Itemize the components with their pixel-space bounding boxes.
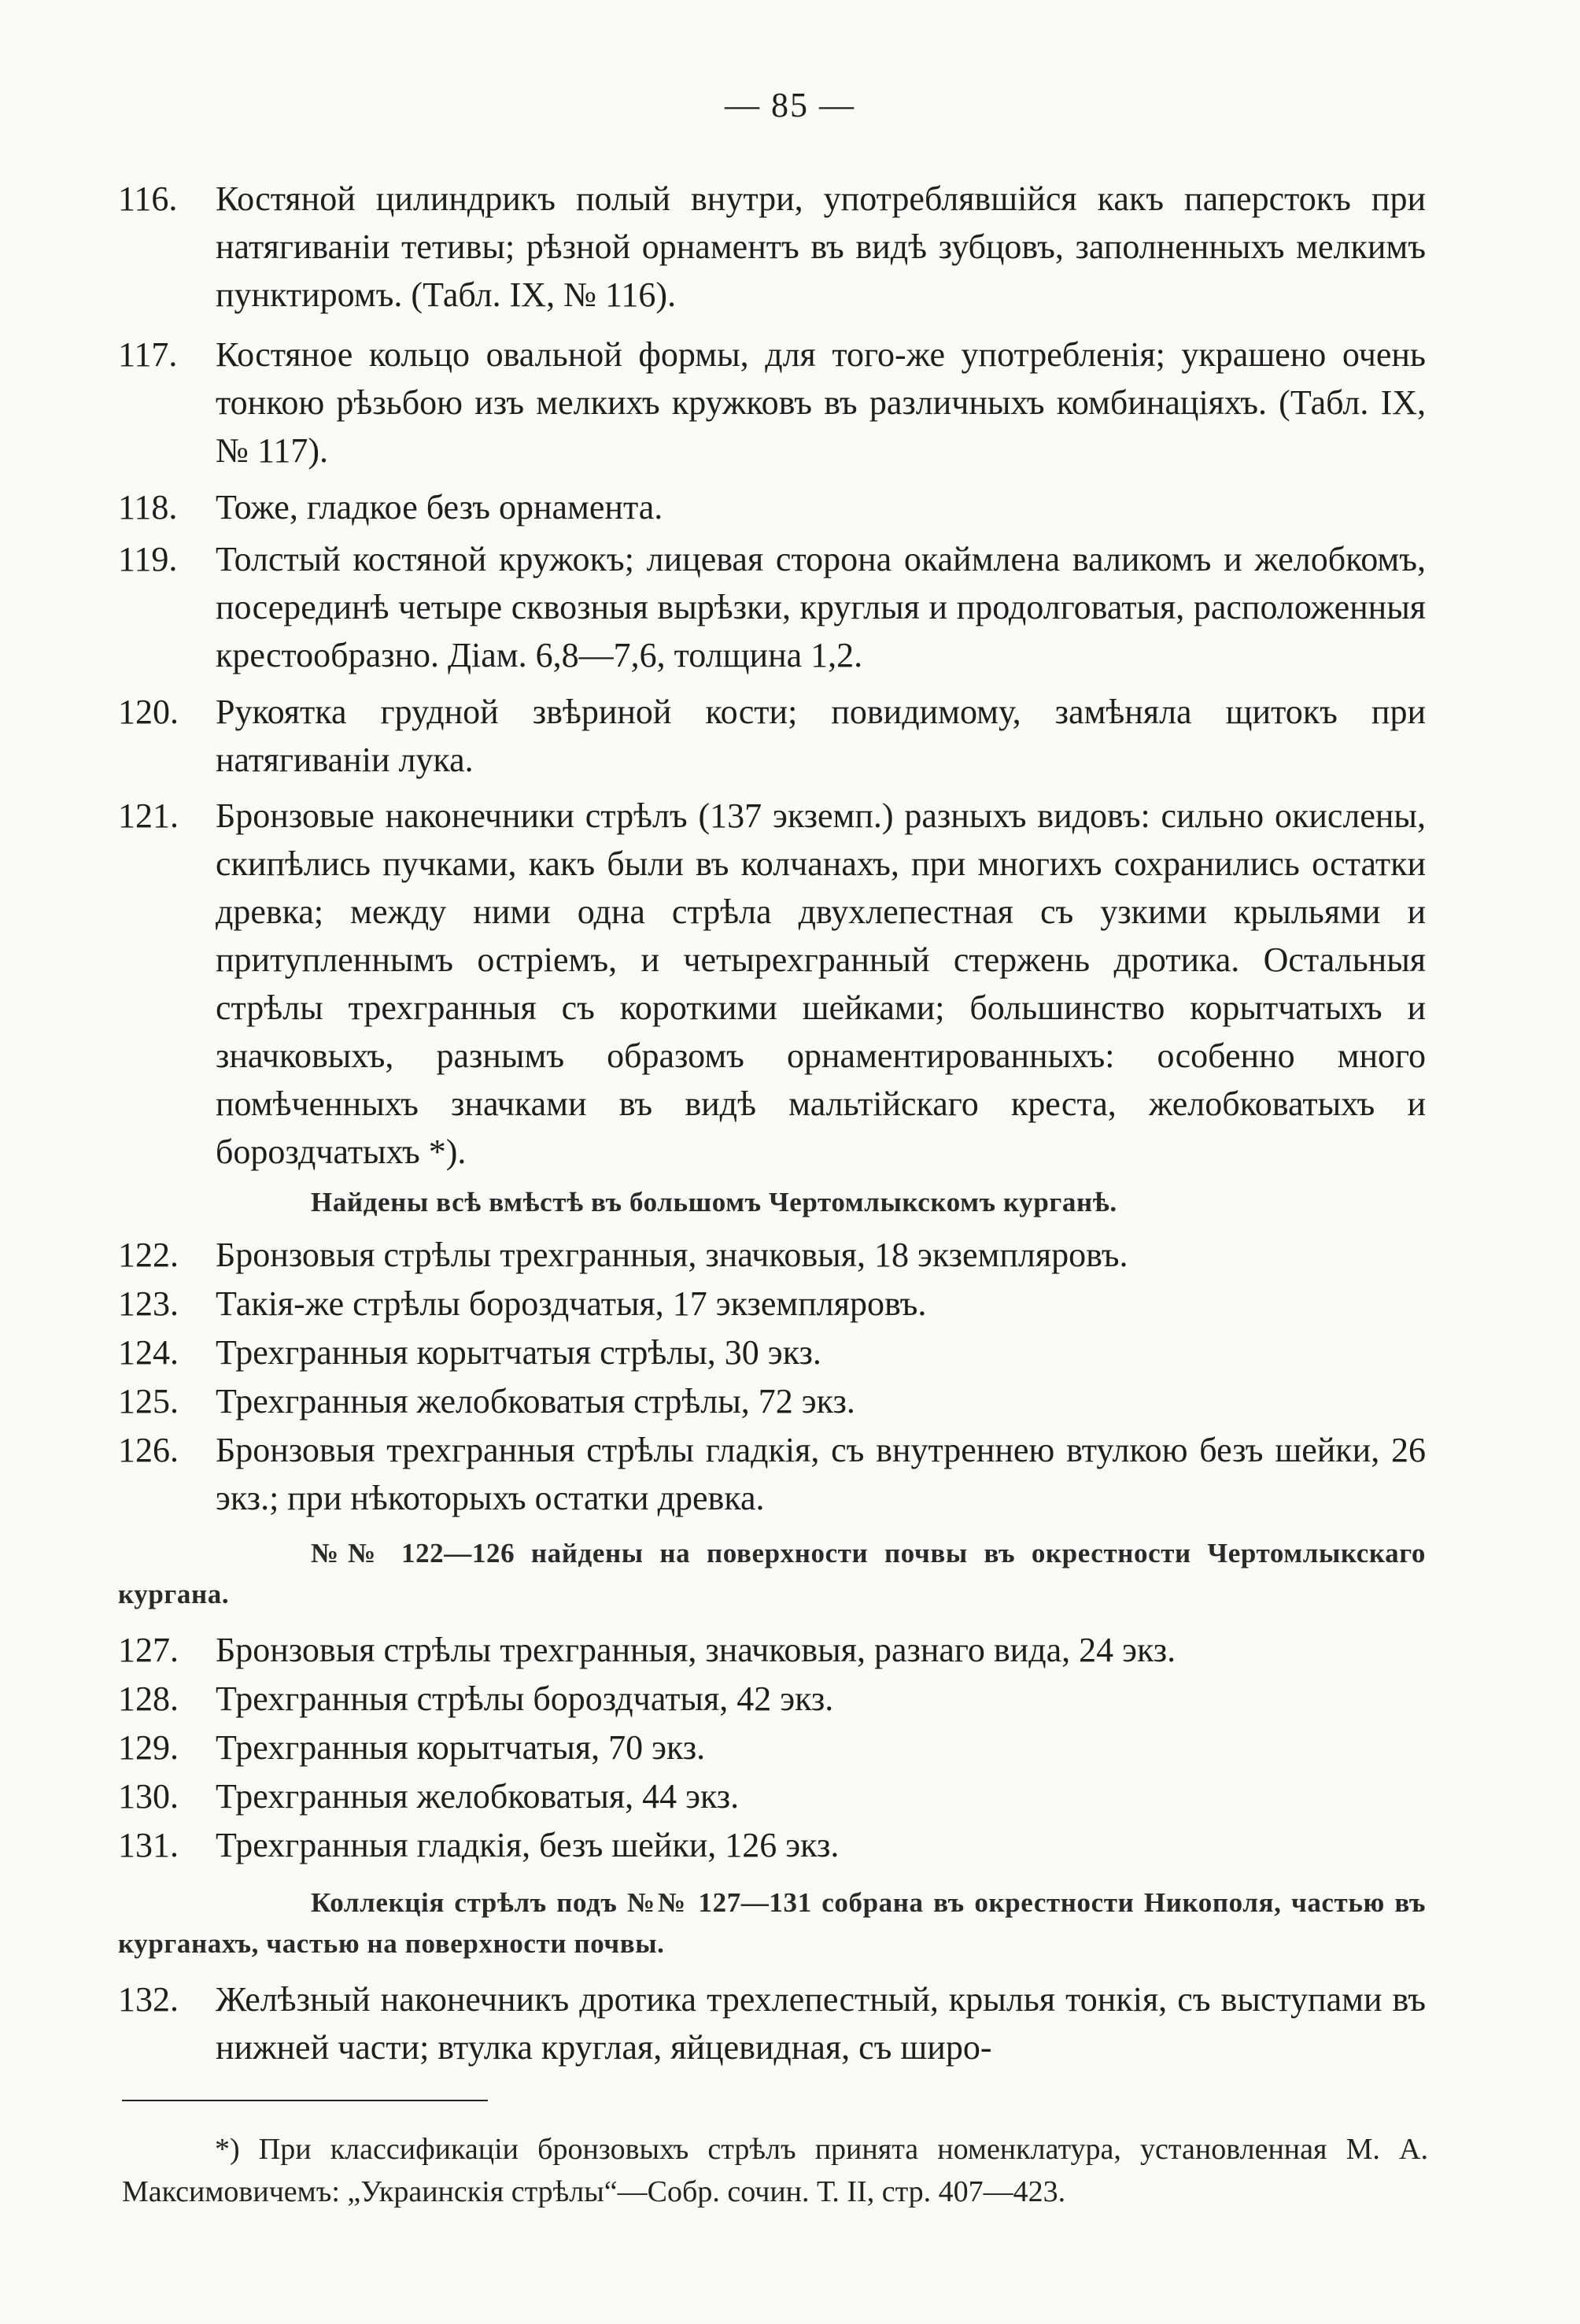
location-note: №№ 122—126 найдены на поверхности почвы въ окрестности Чертомлыкскаго кургана. [118,1538,1426,1609]
entry-number: 128. [118,1679,179,1718]
entry-text: Трехгранныя корытчатыя стрѣлы, 30 экз. [216,1333,821,1372]
catalog-entry-118 [118,483,1426,531]
entry-text: Бронзовые наконечники стрѣлъ (137 экземп.) разныхъ видовъ: сильно окислены, скипѣлись пучками, какъ были въ колчанахъ, при многихъ сохранились остатки древка; между ними одна стрѣла двухлепестная съ узкими крыльями и притупленнымъ остріемъ, и четырехгранный стержень дротика. Остальныя стрѣлы трехгранныя съ короткими шейками; большинство корытчатыхъ и значковыхъ, разнымъ образомъ орнаментированныхъ: особенно много помѣченныхъ значками въ видѣ мальтійскаго креста, желобковатыхъ и бороздчатыхъ *). [216,796,1426,1171]
entry-number: 127. [118,1631,179,1669]
catalog-entry-120 [118,688,1426,784]
catalog-entry-124 [118,1328,1426,1376]
catalog-entry-121 [118,792,1426,1176]
page-number: — 85 — [725,86,855,124]
entry-text: Трехгранныя желобковатыя стрѣлы, 72 экз. [216,1382,855,1421]
entry-text: Бронзовыя трехгранныя стрѣлы гладкія, съ внутреннею втулкою безъ шейки, 26 экз.; при нѣкоторыхъ остатки древка. [216,1431,1426,1517]
entry-number: 125. [118,1382,179,1421]
entry-text: Рукоятка грудной звѣриной кости; повидимому, замѣняла щитокъ при натягиваніи лука. [216,693,1426,779]
catalog-entry-122 [118,1231,1426,1279]
entry-number: 129. [118,1728,179,1767]
entry-text: Бронзовыя стрѣлы трехгранныя, значковыя, 18 экземпляровъ. [216,1236,1128,1274]
catalog-entry-128 [118,1675,1426,1723]
catalog-entry-125 [118,1377,1426,1425]
collection-note: Коллекція стрѣлъ подъ №№ 127—131 собрана въ окрестности Никополя, частью въ курганахъ, частью на поверхности почвы. [118,1887,1426,1959]
entry-text: Костяное кольцо овальной формы, для того-же употребленія; украшено очень тонкою рѣзьбою изъ мелкихъ кружковъ въ различныхъ комбинаціяхъ. (Табл. IX, № 117). [216,335,1426,470]
entry-text: Желѣзный наконечникъ дротика трехлепестный, крылья тонкія, съ выступами въ нижней части; втулка круглая, яйцевидная, съ широ- [216,1980,1426,2067]
catalog-entry-129 [118,1724,1426,1772]
entry-text: Трехгранныя корытчатыя, 70 экз. [216,1728,706,1767]
catalog-entry-130 [118,1772,1426,1820]
entry-number: 123. [118,1284,179,1323]
entry-text: Такія-же стрѣлы бороздчатыя, 17 экземпляровъ. [216,1284,927,1323]
entry-number: 118. [118,488,178,527]
catalog-entry-131 [118,1821,1426,1869]
entry-number: 130. [118,1777,179,1816]
catalog-entry-132 [118,1975,1426,2071]
entry-text: Костяной цилиндрикъ полый внутри, употреблявшійся какъ паперстокъ при натягиваніи тетивы; рѣзной орнаментъ въ видѣ зубцовъ, заполненныхъ мелкимъ пунктиромъ. (Табл. IX, № 116). [216,179,1426,314]
entry-number: 126. [118,1431,179,1469]
catalog-entry-127 [118,1626,1426,1674]
entry-text: Бронзовыя стрѣлы трехгранныя, значковыя, разнаго вида, 24 экз. [216,1631,1176,1669]
entry-number: 131. [118,1826,179,1864]
entry-text: Трехгранныя гладкія, безъ шейки, 126 экз. [216,1826,840,1864]
entry-number: 117. [118,335,178,374]
footnote-rule [122,2100,488,2101]
entry-number: 120. [118,693,179,731]
catalog-entry-126 [118,1426,1426,1522]
entry-text: Тоже, гладкое безъ орнамента. [216,488,663,527]
location-note: Найдены всѣ вмѣстѣ въ большомъ Чертомлыкскомъ курганѣ. [311,1187,1117,1217]
entry-number: 116. [118,179,178,218]
catalog-entry-116 [118,175,1426,319]
entry-number: 121. [118,796,179,835]
entry-text: Трехгранныя стрѣлы бороздчатыя, 42 экз. [216,1679,834,1718]
catalog-entry-123 [118,1280,1426,1328]
footnote: *) При классификаціи бронзовыхъ стрѣлъ принята номенклатура, установленная М. А. Максимовичемъ: „Украинскія стрѣлы“—Собр. сочин. Т. II, стр. 407—423. [122,2133,1428,2208]
entry-text: Толстый костяной кружокъ; лицевая сторона окаймлена валикомъ и желобкомъ, посерединѣ четыре сквозныя вырѣзки, круглыя и продолговатыя, расположенныя крестообразно. Діам. 6,8—7,6, толщина 1,2. [216,540,1426,674]
entry-number: 122. [118,1236,179,1274]
catalog-entry-119 [118,535,1426,679]
catalog-entry-117 [118,331,1426,475]
entry-number: 119. [118,540,178,578]
entry-number: 124. [118,1333,179,1372]
entry-number: 132. [118,1980,179,2019]
entry-text: Трехгранныя желобковатыя, 44 экз. [216,1777,740,1816]
